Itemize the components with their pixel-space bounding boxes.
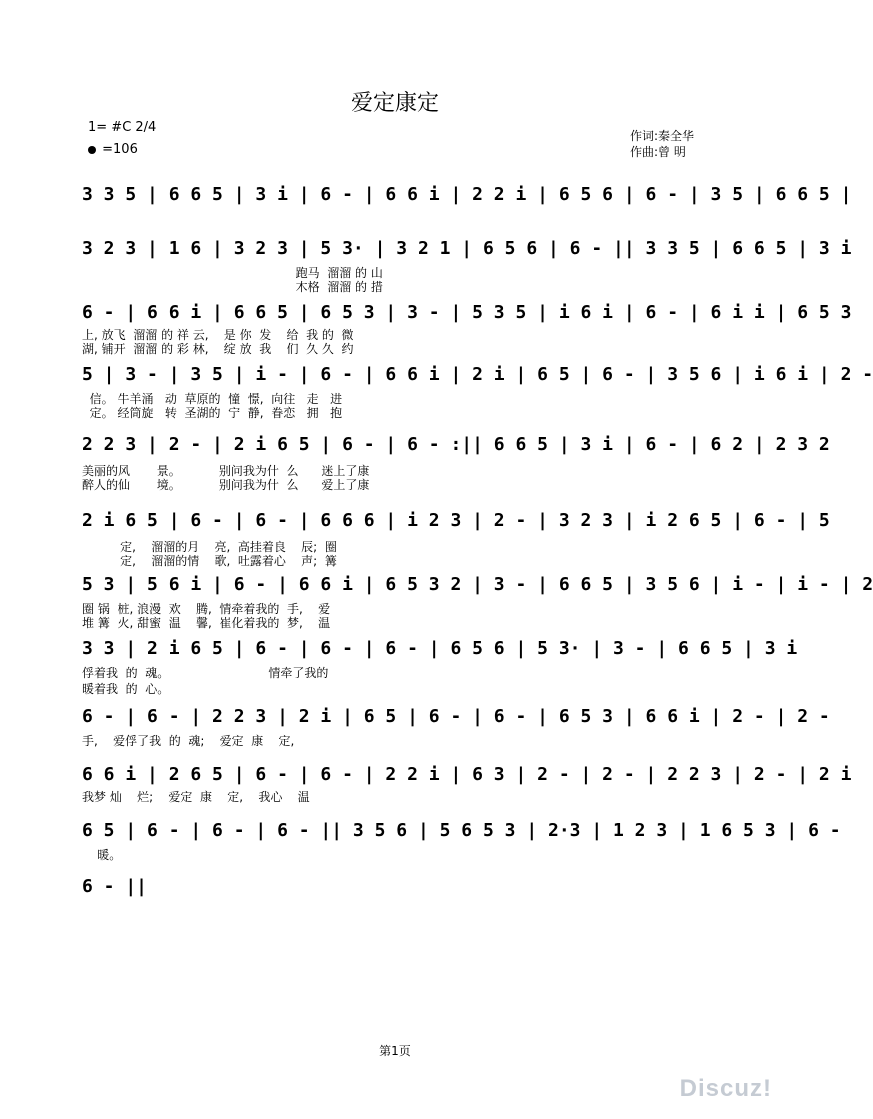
watermark-logo: Discuz!	[679, 1075, 772, 1102]
lyric-line-10a: 我梦 灿 烂; 爱定 康 定, 我心 温	[82, 790, 310, 804]
quarter-note-icon	[88, 146, 96, 154]
lyric-line-8b: 暖着我 的 心。	[82, 682, 170, 696]
lyric-line-3b: 湖, 铺开 溜溜 的 彩 林, 绽 放 我 们 久 久 约	[82, 342, 354, 356]
tempo-mark	[88, 142, 138, 157]
score-line-5: 2 2 3 | 2 - | 2 i 6 5 | 6 - | 6 - :|| 6 6 5 | 3 i | 6 - | 6 2 | 2 3 2	[82, 433, 830, 455]
score-line-9: 6 - | 6 - | 2 2 3 | 2 i | 6 5 | 6 - | 6 - | 6 5 3 | 6 6 i | 2 - | 2 -	[82, 705, 830, 727]
lyric-line-9a: 手, 爱俘了我 的 魂; 爱定 康 定,	[82, 734, 295, 748]
page-number: 第1页	[379, 1044, 411, 1058]
lyric-line-8a: 俘着我 的 魂。 情牵了我的	[82, 666, 329, 680]
lyric-line-7a: 圈 锅 桩, 浪漫 欢 腾, 情牵着我的 手, 爱	[82, 602, 331, 616]
lyric-line-7b: 堆 篝 火, 甜蜜 温 馨, 崔化着我的 梦, 温	[82, 616, 331, 630]
credits	[630, 128, 694, 160]
score-line-2: 3 2 3 | 1 6 | 3 2 3 | 5 3· | 3 2 1 | 6 5 6 | 6 - || 3 3 5 | 6 6 5 | 3 i	[82, 237, 852, 259]
score-line-3: 6 - | 6 6 i | 6 6 5 | 6 5 3 | 3 - | 5 3 5 | i 6 i | 6 - | 6 i i | 6 5 3	[82, 301, 852, 323]
tempo-value: =106	[102, 142, 138, 157]
lyric-line-2a: 跑马 溜溜 的 山	[82, 266, 383, 280]
lyric-line-2b: 木格 溜溜 的 措	[82, 280, 383, 294]
lyric-line-6a: 定, 溜溜的月 亮, 高挂着良 辰; 圈	[82, 540, 337, 554]
lyric-line-3a: 上, 放飞 溜溜 的 祥 云, 是 你 发 给 我 的 微	[82, 328, 354, 342]
lyricist: 作词:秦全华	[630, 129, 695, 143]
score-line-1: 3 3 5 | 6 6 5 | 3 i | 6 - | 6 6 i | 2 2 i | 6 5 6 | 6 - | 3 5 | 6 6 5 |	[82, 183, 852, 205]
time-signature: 2/4	[135, 120, 157, 135]
lyric-line-5b: 醉人的仙 境。 别问我为什 么 爱上了康	[82, 478, 370, 492]
score-line-6: 2 i 6 5 | 6 - | 6 - | 6 6 6 | i 2 3 | 2 - | 3 2 3 | i 2 6 5 | 6 - | 5	[82, 509, 830, 531]
song-title: 爱定康定	[350, 91, 439, 116]
score-line-4: 5 | 3 - | 3 5 | i - | 6 - | 6 6 i | 2 i | 6 5 | 6 - | 3 5 6 | i 6 i | 2 -	[82, 363, 873, 385]
lyric-line-4a: 信。 牛羊涌 动 草原的 憧 憬, 向往 走 进	[82, 392, 343, 406]
composer: 作曲:曾 明	[630, 145, 686, 159]
score-line-8: 3 3 | 2 i 6 5 | 6 - | 6 - | 6 - | 6 5 6 | 5 3· | 3 - | 6 6 5 | 3 i	[82, 637, 798, 659]
lyric-line-4b: 定。 经筒旋 转 圣湖的 宁 静, 眷恋 拥 抱	[82, 406, 343, 420]
score-line-10: 6 6 i | 2 6 5 | 6 - | 6 - | 2 2 i | 6 3 | 2 - | 2 - | 2 2 3 | 2 - | 2 i	[82, 763, 852, 785]
lyric-line-11a: 暖。	[82, 848, 122, 862]
key-label: 1= #C	[88, 120, 132, 135]
score-line-11: 6 5 | 6 - | 6 - | 6 - || 3 5 6 | 5 6 5 3 | 2·3 | 1 2 3 | 1 6 5 3 | 6 -	[82, 819, 841, 841]
key-signature	[88, 120, 156, 135]
score-line-7: 5 3 | 5 6 i | 6 - | 6 6 i | 6 5 3 2 | 3 - | 6 6 5 | 3 5 6 | i - | i - | 2	[82, 573, 873, 595]
lyric-line-6b: 定, 溜溜的情 歌, 吐露着心 声; 篝	[82, 554, 337, 568]
lyric-line-5a: 美丽的风 景。 别问我为什 么 迷上了康	[82, 464, 370, 478]
score-line-12: 6 - ||	[82, 875, 148, 897]
